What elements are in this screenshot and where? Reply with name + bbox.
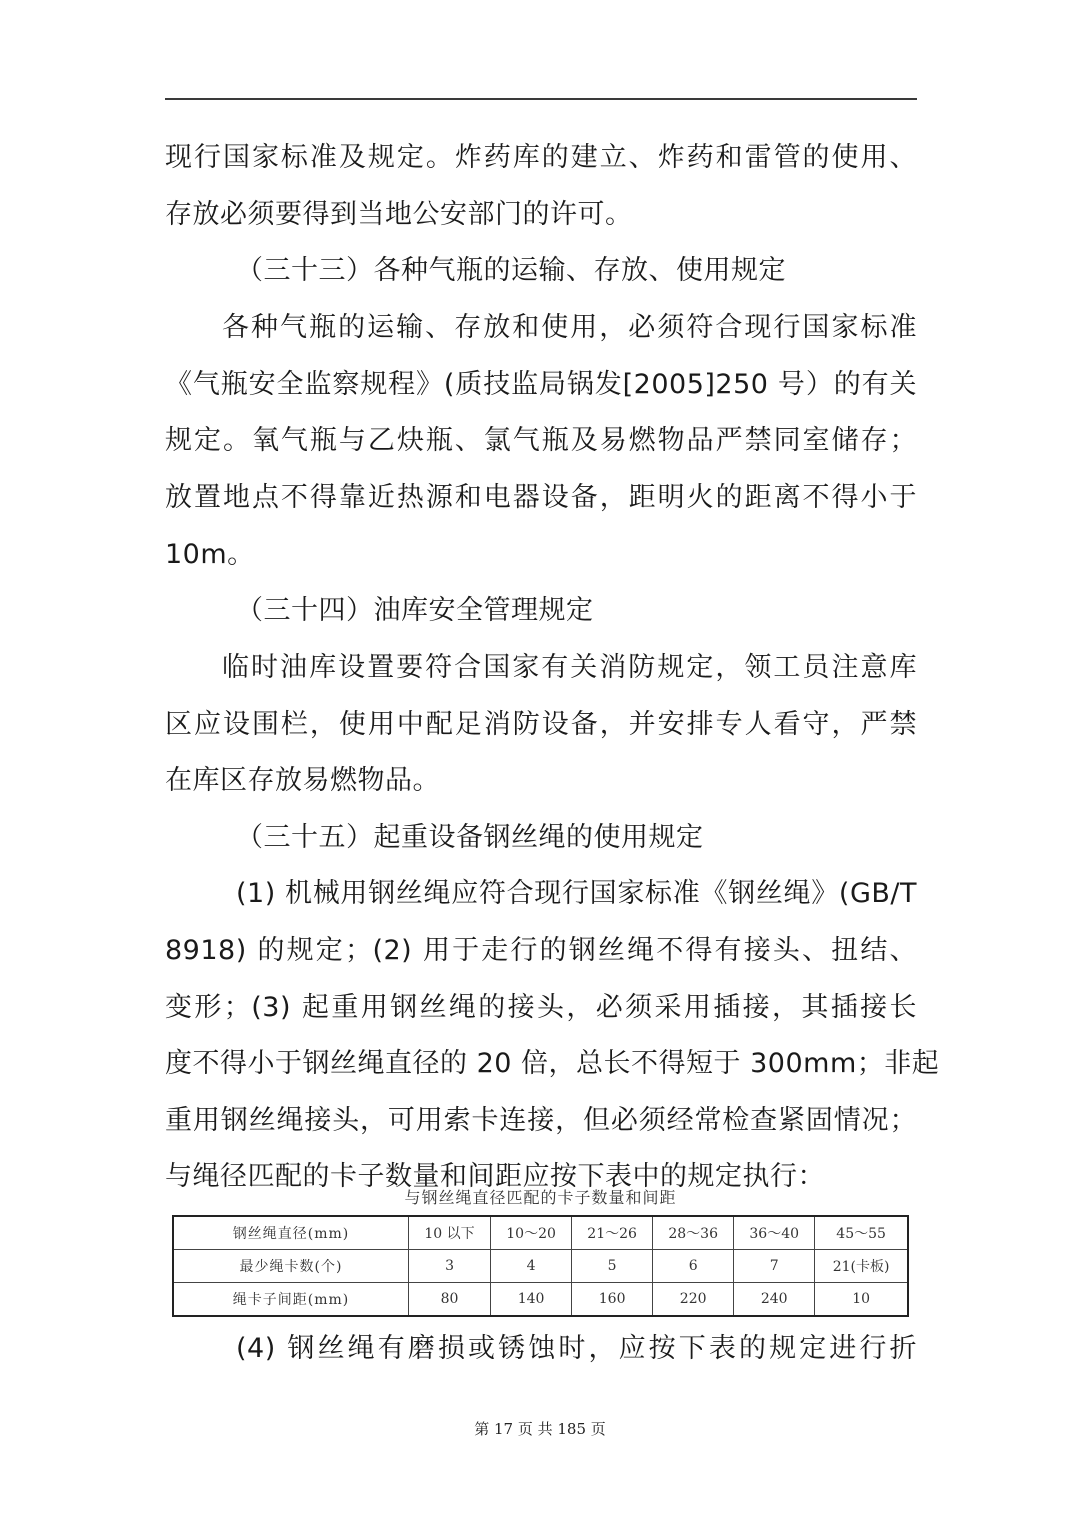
table-cell: 21(卡板): [815, 1250, 908, 1283]
body-line: 《气瓶安全监察规程》(质技监局锅发[2005]250 号）的有关: [165, 369, 917, 400]
table-cell: 10～20: [491, 1216, 572, 1250]
body-line: (4) 钢丝绳有磨损或锈蚀时，应按下表的规定进行折: [236, 1333, 917, 1364]
table-cell: 240: [734, 1283, 815, 1317]
table-cell: 6: [653, 1250, 734, 1283]
table-cell: 3: [409, 1250, 491, 1283]
table-cell: 7: [734, 1250, 815, 1283]
table-cell: 5: [572, 1250, 653, 1283]
table-cell: 10: [815, 1283, 908, 1317]
body-line: 10m。: [165, 539, 255, 570]
table-row-header: 绳卡子间距(mm): [173, 1283, 409, 1317]
table-row: [173, 1250, 908, 1283]
header-rule: [165, 98, 917, 100]
body-line-clipped: [165, 1153, 917, 1192]
table-row-header: 钢丝绳直径(mm): [173, 1216, 409, 1250]
body-line: 现行国家标准及规定。炸药库的建立、炸药和雷管的使用、: [165, 142, 917, 173]
body-line: 8918) 的规定；(2) 用于走行的钢丝绳不得有接头、扭结、: [165, 935, 917, 966]
table-title: 与钢丝绳直径匹配的卡子数量和间距: [404, 1188, 677, 1207]
table-cell: 45～55: [815, 1216, 908, 1250]
section-heading-34: （三十四）油库安全管理规定: [236, 595, 594, 626]
table-cell: 160: [572, 1283, 653, 1317]
page-footer: 第 17 页 共 185 页: [474, 1420, 606, 1438]
section-heading-33: （三十三）各种气瓶的运输、存放、使用规定: [236, 255, 786, 286]
table-cell: 28～36: [653, 1216, 734, 1250]
body-line: 重用钢丝绳接头，可用索卡连接，但必须经常检查紧固情况；: [165, 1105, 917, 1136]
table-cell: 21～26: [572, 1216, 653, 1250]
clipped-text: 与绳径匹配的卡子数量和间距应按下表中的规定执行：: [165, 1161, 825, 1192]
body-line: 存放必须要得到当地公安部门的许可。: [165, 199, 633, 230]
body-line: (1) 机械用钢丝绳应符合现行国家标准《钢丝绳》(GB/T: [236, 878, 917, 909]
body-line: 规定。氧气瓶与乙炔瓶、氯气瓶及易燃物品严禁同室储存；: [165, 425, 917, 456]
body-line: 度不得小于钢丝绳直径的 20 倍，总长不得短于 300mm；非起: [165, 1048, 940, 1079]
table-row-header: 最少绳卡数(个): [173, 1250, 409, 1283]
section-heading-35: （三十五）起重设备钢丝绳的使用规定: [236, 822, 704, 853]
body-line: 临时油库设置要符合国家有关消防规定，领工员注意库: [222, 652, 917, 683]
table-cell: 10 以下: [409, 1216, 491, 1250]
body-line: 放置地点不得靠近热源和电器设备，距明火的距离不得小于: [165, 482, 917, 513]
table-cell: 4: [491, 1250, 572, 1283]
table-cell: 140: [491, 1283, 572, 1317]
body-line: 区应设围栏，使用中配足消防设备，并安排专人看守，严禁: [165, 709, 917, 740]
body-line: 变形；(3) 起重用钢丝绳的接头，必须采用插接，其插接长: [165, 992, 917, 1023]
body-line: 各种气瓶的运输、存放和使用，必须符合现行国家标准: [222, 312, 917, 343]
table-row: [173, 1283, 908, 1317]
table-row: [173, 1216, 908, 1250]
table-cell: 220: [653, 1283, 734, 1317]
table-cell: 80: [409, 1283, 491, 1317]
table-cell: 36～40: [734, 1216, 815, 1250]
body-line: 在库区存放易燃物品。: [165, 765, 440, 796]
clamp-spec-table: [172, 1215, 909, 1317]
